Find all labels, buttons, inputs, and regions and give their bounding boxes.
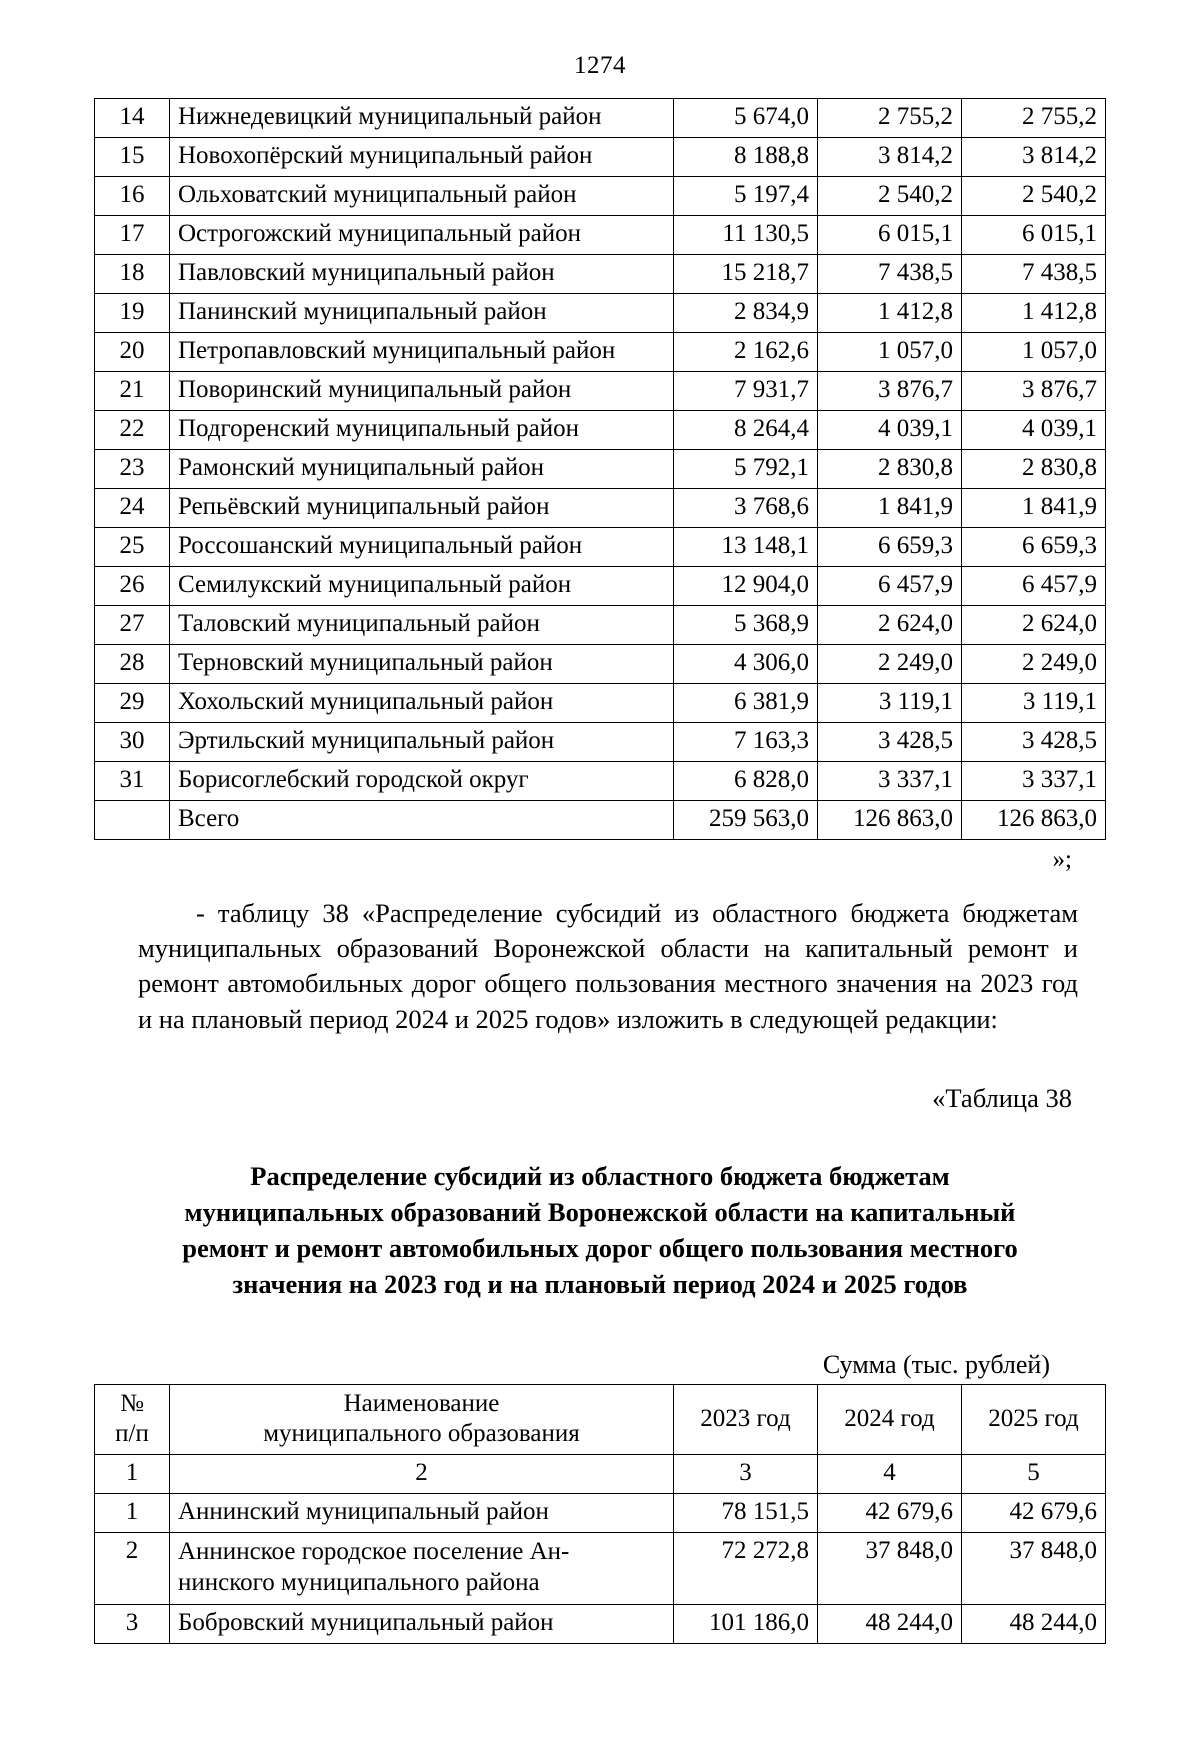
row-value-2023: 5 197,4 <box>674 177 818 216</box>
row-value-2023: 2 834,9 <box>674 294 818 333</box>
header-year-2024: 2024 год <box>818 1385 962 1455</box>
amendment-paragraph: - таблицу 38 «Распределение субсидий из областного бюджета бюджетам муниципальных образований Воронежской области на капитальный ремонт и ремонт автомобильных дорог общего пользования местного значения на 2023 год и на плановый период 2024 и 2025 годов» изложить в следующей редакции: <box>138 898 1078 1034</box>
row-value-2024: 3 814,2 <box>818 138 962 177</box>
column-number-1: 1 <box>95 1455 170 1494</box>
row-name: Нижнедевицкий муниципальный район <box>170 99 674 138</box>
total-number <box>95 801 170 840</box>
row-value-2023: 78 151,5 <box>674 1494 818 1533</box>
row-value-2023: 13 148,1 <box>674 528 818 567</box>
row-value-2023: 5 792,1 <box>674 450 818 489</box>
row-number: 3 <box>95 1605 170 1644</box>
row-value-2025: 2 830,8 <box>962 450 1106 489</box>
row-name: Новохопёрский муниципальный район <box>170 138 674 177</box>
row-value-2025: 2 755,2 <box>962 99 1106 138</box>
table-row <box>95 606 1106 645</box>
row-value-2023: 8 188,8 <box>674 138 818 177</box>
table-row <box>95 1494 1106 1533</box>
row-name: Аннинский муниципальный район <box>170 1494 674 1533</box>
row-number: 2 <box>95 1533 170 1605</box>
row-value-2024: 1 412,8 <box>818 294 962 333</box>
table-header-row <box>95 1385 1106 1455</box>
row-name: Поворинский муниципальный район <box>170 372 674 411</box>
table-row <box>95 489 1106 528</box>
row-value-2023: 5 674,0 <box>674 99 818 138</box>
continued-budget-table <box>94 98 1106 840</box>
row-value-2023: 4 306,0 <box>674 645 818 684</box>
table-row <box>95 411 1106 450</box>
row-value-2023: 72 272,8 <box>674 1533 818 1605</box>
table-row <box>95 216 1106 255</box>
row-value-2024: 3 119,1 <box>818 684 962 723</box>
column-number-2: 2 <box>170 1455 674 1494</box>
table-row <box>95 255 1106 294</box>
total-label: Всего <box>170 801 674 840</box>
table-row <box>95 333 1106 372</box>
table-label: «Таблица 38 <box>932 1082 1072 1113</box>
row-value-2023: 6 381,9 <box>674 684 818 723</box>
row-value-2025: 1 057,0 <box>962 333 1106 372</box>
table-row <box>95 645 1106 684</box>
row-value-2024: 1 841,9 <box>818 489 962 528</box>
row-value-2024: 2 624,0 <box>818 606 962 645</box>
row-value-2025: 1 841,9 <box>962 489 1106 528</box>
total-value-2025: 126 863,0 <box>962 801 1106 840</box>
row-value-2023: 7 931,7 <box>674 372 818 411</box>
row-name-line1: Аннинское городское поселение Ан- <box>178 1538 570 1566</box>
row-value-2025: 48 244,0 <box>962 1605 1106 1644</box>
row-number: 31 <box>95 762 170 801</box>
row-value-2025: 42 679,6 <box>962 1494 1106 1533</box>
row-value-2024: 7 438,5 <box>818 255 962 294</box>
header-name <box>170 1385 674 1455</box>
row-value-2025: 2 540,2 <box>962 177 1106 216</box>
closing-quote-mark: »; <box>1052 846 1072 873</box>
row-value-2023: 2 162,6 <box>674 333 818 372</box>
row-name: Семилукский муниципальный район <box>170 567 674 606</box>
row-number: 27 <box>95 606 170 645</box>
row-number: 23 <box>95 450 170 489</box>
row-number: 19 <box>95 294 170 333</box>
row-number: 26 <box>95 567 170 606</box>
table-row <box>95 762 1106 801</box>
row-number: 16 <box>95 177 170 216</box>
row-value-2025: 7 438,5 <box>962 255 1106 294</box>
column-number-5: 5 <box>962 1455 1106 1494</box>
row-value-2024: 48 244,0 <box>818 1605 962 1644</box>
row-value-2023: 8 264,4 <box>674 411 818 450</box>
row-name: Эртильский муниципальный район <box>170 723 674 762</box>
new-table-title: Распределение субсидий из областного бюджета бюджетам муниципальных образований Воронежской области на капитальный ремонт и ремонт автомобильных дорог общего пользования местного значения на 2023 год и на плановый период 2024 и 2025 годов <box>182 1160 1018 1300</box>
table-row <box>95 723 1106 762</box>
table-row <box>95 450 1106 489</box>
row-value-2025: 2 624,0 <box>962 606 1106 645</box>
column-number-3: 3 <box>674 1455 818 1494</box>
header-name-line1: Наименование <box>343 1390 500 1418</box>
row-value-2024: 6 015,1 <box>818 216 962 255</box>
row-number: 17 <box>95 216 170 255</box>
row-name: Хохольский муниципальный район <box>170 684 674 723</box>
row-number: 21 <box>95 372 170 411</box>
table-row <box>95 684 1106 723</box>
row-value-2023: 12 904,0 <box>674 567 818 606</box>
row-value-2025: 3 119,1 <box>962 684 1106 723</box>
header-no-line2: п/п <box>115 1419 149 1447</box>
row-name: Терновский муниципальный район <box>170 645 674 684</box>
row-number: 18 <box>95 255 170 294</box>
row-value-2025: 6 015,1 <box>962 216 1106 255</box>
row-name: Бобровский муниципальный район <box>170 1605 674 1644</box>
header-name-line2: муниципального образования <box>263 1419 580 1447</box>
row-name: Россошанский муниципальный район <box>170 528 674 567</box>
table-row <box>95 177 1106 216</box>
total-value-2024: 126 863,0 <box>818 801 962 840</box>
header-no <box>95 1385 170 1455</box>
row-name: Репьёвский муниципальный район <box>170 489 674 528</box>
row-name: Ольховатский муниципальный район <box>170 177 674 216</box>
row-name: Рамонский муниципальный район <box>170 450 674 489</box>
row-name: Подгоренский муниципальный район <box>170 411 674 450</box>
new-table-head <box>95 1385 1106 1494</box>
row-name: Панинский муниципальный район <box>170 294 674 333</box>
page-number: 1274 <box>574 52 626 79</box>
row-value-2025: 6 659,3 <box>962 528 1106 567</box>
table-row <box>95 138 1106 177</box>
row-value-2025: 3 337,1 <box>962 762 1106 801</box>
table-row <box>95 567 1106 606</box>
row-number: 30 <box>95 723 170 762</box>
row-value-2024: 3 428,5 <box>818 723 962 762</box>
header-no-line1: № <box>120 1390 144 1418</box>
row-value-2024: 2 830,8 <box>818 450 962 489</box>
table-total-row <box>95 801 1106 840</box>
row-name: Таловский муниципальный район <box>170 606 674 645</box>
new-budget-table <box>94 1384 1106 1644</box>
total-value-2023: 259 563,0 <box>674 801 818 840</box>
sum-units-caption: Сумма (тыс. рублей) <box>822 1350 1050 1380</box>
row-value-2024: 4 039,1 <box>818 411 962 450</box>
row-number: 29 <box>95 684 170 723</box>
row-value-2025: 1 412,8 <box>962 294 1106 333</box>
row-value-2023: 6 828,0 <box>674 762 818 801</box>
column-number-4: 4 <box>818 1455 962 1494</box>
column-numbering-row <box>95 1455 1106 1494</box>
row-value-2023: 7 163,3 <box>674 723 818 762</box>
row-name: Острогожский муниципальный район <box>170 216 674 255</box>
row-number: 22 <box>95 411 170 450</box>
row-value-2024: 1 057,0 <box>818 333 962 372</box>
row-value-2024: 2 540,2 <box>818 177 962 216</box>
row-value-2025: 3 428,5 <box>962 723 1106 762</box>
row-value-2025: 6 457,9 <box>962 567 1106 606</box>
row-value-2023: 5 368,9 <box>674 606 818 645</box>
table-row <box>95 294 1106 333</box>
table-row <box>95 1533 1106 1605</box>
row-value-2023: 11 130,5 <box>674 216 818 255</box>
row-number: 28 <box>95 645 170 684</box>
row-number: 25 <box>95 528 170 567</box>
header-year-2025: 2025 год <box>962 1385 1106 1455</box>
table-row <box>95 528 1106 567</box>
row-name: Петропавловский муниципальный район <box>170 333 674 372</box>
row-name-line2: нинского муниципального района <box>178 1568 540 1596</box>
row-number: 15 <box>95 138 170 177</box>
row-value-2024: 42 679,6 <box>818 1494 962 1533</box>
row-value-2025: 4 039,1 <box>962 411 1106 450</box>
header-year-2023: 2023 год <box>674 1385 818 1455</box>
row-value-2024: 37 848,0 <box>818 1533 962 1605</box>
new-table-body <box>95 1494 1106 1644</box>
row-value-2025: 3 814,2 <box>962 138 1106 177</box>
row-value-2024: 3 876,7 <box>818 372 962 411</box>
row-value-2024: 2 755,2 <box>818 99 962 138</box>
row-number: 20 <box>95 333 170 372</box>
row-value-2025: 3 876,7 <box>962 372 1106 411</box>
row-value-2023: 3 768,6 <box>674 489 818 528</box>
table-row <box>95 372 1106 411</box>
row-value-2025: 2 249,0 <box>962 645 1106 684</box>
row-value-2023: 15 218,7 <box>674 255 818 294</box>
row-value-2025: 37 848,0 <box>962 1533 1106 1605</box>
table-row <box>95 99 1106 138</box>
row-number: 24 <box>95 489 170 528</box>
continued-table-body <box>95 99 1106 840</box>
row-value-2024: 6 457,9 <box>818 567 962 606</box>
row-name <box>170 1533 674 1605</box>
row-number: 1 <box>95 1494 170 1533</box>
row-value-2023: 101 186,0 <box>674 1605 818 1644</box>
row-name: Павловский муниципальный район <box>170 255 674 294</box>
row-name: Борисоглебский городской округ <box>170 762 674 801</box>
table-row <box>95 1605 1106 1644</box>
row-value-2024: 3 337,1 <box>818 762 962 801</box>
row-value-2024: 2 249,0 <box>818 645 962 684</box>
row-number: 14 <box>95 99 170 138</box>
row-value-2024: 6 659,3 <box>818 528 962 567</box>
document-page <box>0 52 1200 1742</box>
